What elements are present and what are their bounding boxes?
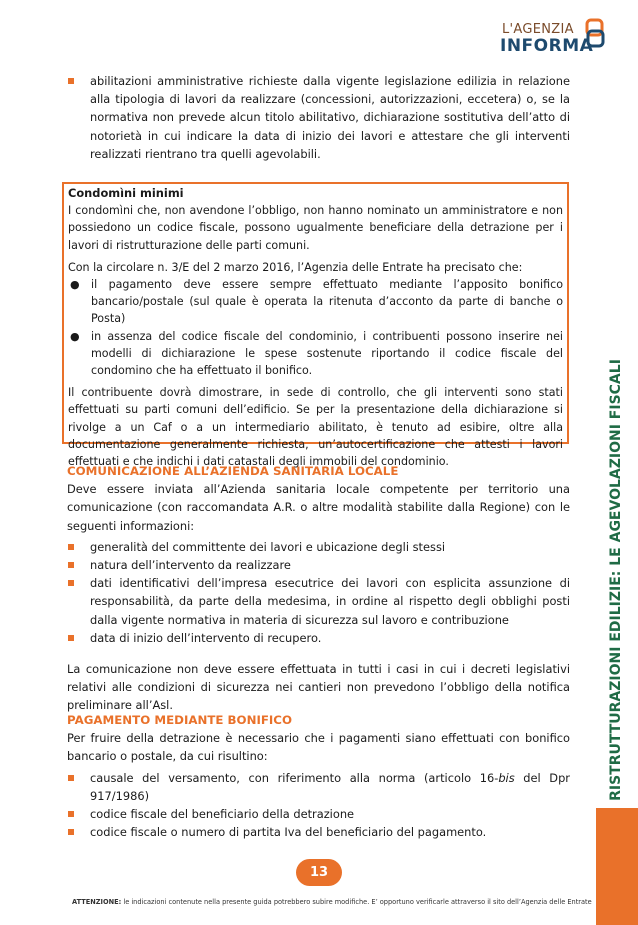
logo-line1: L'AGENZIA	[502, 22, 574, 37]
list-item	[67, 72, 570, 163]
square-bullet-icon	[68, 562, 74, 568]
bonifico-intro: Per fruire della detrazione è necessario che i pagamenti siano effettuati con bonifico bancario o postale, da cui risultino:	[67, 731, 570, 764]
bonifico-bullet-list	[67, 769, 570, 842]
list-item-text-end: del Dpr 917/1986)	[90, 770, 570, 803]
sidebar-title	[596, 355, 636, 805]
agenzia-informa-logo	[498, 14, 610, 62]
asl-intro: Deve essere inviata all’Azienda sanitaria locale competente per territorio una comunicazione (con raccomandata A.R. o altre modalità stabilite dalla Regione) con le seguenti informazioni:	[67, 482, 570, 533]
footer-label: ATTENZIONE:	[72, 898, 122, 906]
list-item	[68, 276, 563, 328]
box-paragraph-1: I condomìni che, non avendone l’obbligo, non hanno nominato un amministratore e non possiedono un codice fiscale, possono ugualmente beneficiare della detrazione per i lavori di ristrutturazione delle parti comuni.	[68, 204, 563, 252]
footer-disclaimer	[72, 898, 592, 906]
list-item	[67, 823, 570, 841]
square-bullet-icon	[68, 635, 74, 641]
footer-text: le indicazioni contenute nella presente guida potrebbero subire modifiche. E’ opportuno verificarle attraverso il sito dell’Agenzia delle Entrate	[121, 898, 592, 906]
list-item	[67, 556, 570, 574]
square-bullet-icon	[68, 811, 74, 817]
asl-note: La comunicazione non deve essere effettuata in tutti i casi in cui i decreti legislativi relativi alle condizioni di sicurezza nei cantieri non prevedono l’obbligo della notifica preliminare all’Asl.	[67, 662, 570, 713]
box-paragraph-2: Con la circolare n. 3/E del 2 marzo 2016, l’Agenzia delle Entrate ha precisato che:	[68, 260, 523, 274]
dot-bullet-icon: ●	[70, 278, 80, 292]
asl-section-title: COMUNICAZIONE ALL’AZIENDA SANITARIA LOCALE	[67, 464, 399, 478]
logo-line2: INFORMA	[500, 36, 594, 56]
list-item-text: data di inizio dell’intervento di recupero.	[90, 630, 322, 645]
list-item-text: dati identificativi dell’impresa esecutrice dei lavori con esplicita assunzione di responsabilità, da parte della medesima, in ordine al rispetto degli obblighi posti dalla vigente normativa in materia di sicurezza sul lavoro e contribuzione	[90, 576, 570, 627]
square-bullet-icon	[68, 78, 74, 84]
list-item-text: codice fiscale del beneficiario della detrazione	[90, 807, 355, 822]
list-item	[67, 538, 570, 556]
box-title: Condomìni minimi	[68, 186, 184, 200]
bonifico-section-title: PAGAMENTO MEDIANTE BONIFICO	[67, 713, 292, 727]
box-bullet-list	[68, 276, 563, 379]
asl-bullet-list	[67, 538, 570, 647]
intro-section	[67, 72, 570, 163]
list-item-text: generalità del committente dei lavori e ubicazione degli stessi	[90, 539, 446, 554]
list-item-text: il pagamento deve essere sempre effettuato mediante l’apposito bonifico bancario/postale (sul quale è operata la ritenuta d’acconto da parte di banche o Posta)	[91, 278, 563, 326]
square-bullet-icon	[68, 829, 74, 835]
bonifico-section	[67, 711, 570, 841]
list-item-text: natura dell’intervento da realizzare	[90, 558, 291, 573]
list-item-text: abilitazioni amministrative richieste dalla vigente legislazione edilizia in relazione alla tipologia di lavori da realizzare (concessioni, autorizzazioni, eccetera) o, se la normativa non prevede alcun titolo abilitativo, dichiarazione sostitutiva dell’atto di notorietà in cui indicare la data di inizio dei lavori e attestare che gli interventi realizzati rientrano tra quelli agevolabili.	[90, 74, 570, 161]
asl-section	[67, 462, 570, 715]
list-item-italic: bis	[498, 770, 515, 785]
list-item	[67, 629, 570, 647]
list-item	[67, 574, 570, 629]
list-item	[68, 328, 563, 380]
list-item-text: causale del versamento, con riferimento alla norma (articolo 16-	[90, 770, 499, 785]
page-number-badge: 13	[296, 859, 342, 886]
sidebar-accent-bar	[596, 808, 638, 925]
square-bullet-icon	[68, 775, 74, 781]
dot-bullet-icon: ●	[70, 329, 80, 343]
condomini-minimi-box	[62, 182, 569, 469]
list-item-text: in assenza del codice fiscale del condominio, i contribuenti possono inserire nei modelli di dichiarazione le spese sostenute riportando il codice fiscale del condomino che ha effettuato il bonifico.	[91, 329, 563, 378]
square-bullet-icon	[68, 580, 74, 586]
list-item	[67, 805, 570, 823]
box-paragraph-3: Il contribuente dovrà dimostrare, in sede di controllo, che gli interventi sono stati effettuati su parti comuni dell’edificio. Se per la presentazione della dichiarazione si rivolge a un Caf o a un intermediario abilitato, è tenuto ad esibire, oltre alla documentazione generalmente richiesta, un’autocertificazione che attesti i lavori effettuati e che indichi i dati catastali degli immobili del condominio.	[68, 386, 563, 469]
list-item-text: codice fiscale o numero di partita Iva del beneficiario del pagamento.	[90, 825, 487, 840]
list-item	[67, 769, 570, 805]
square-bullet-icon	[68, 544, 74, 550]
sidebar-title-text: RISTRUTTURAZIONI EDILIZIE: LE AGEVOLAZIONI FISCALI	[608, 359, 624, 801]
logo-mark-icon	[584, 18, 606, 48]
intro-bullet-list	[67, 72, 570, 163]
